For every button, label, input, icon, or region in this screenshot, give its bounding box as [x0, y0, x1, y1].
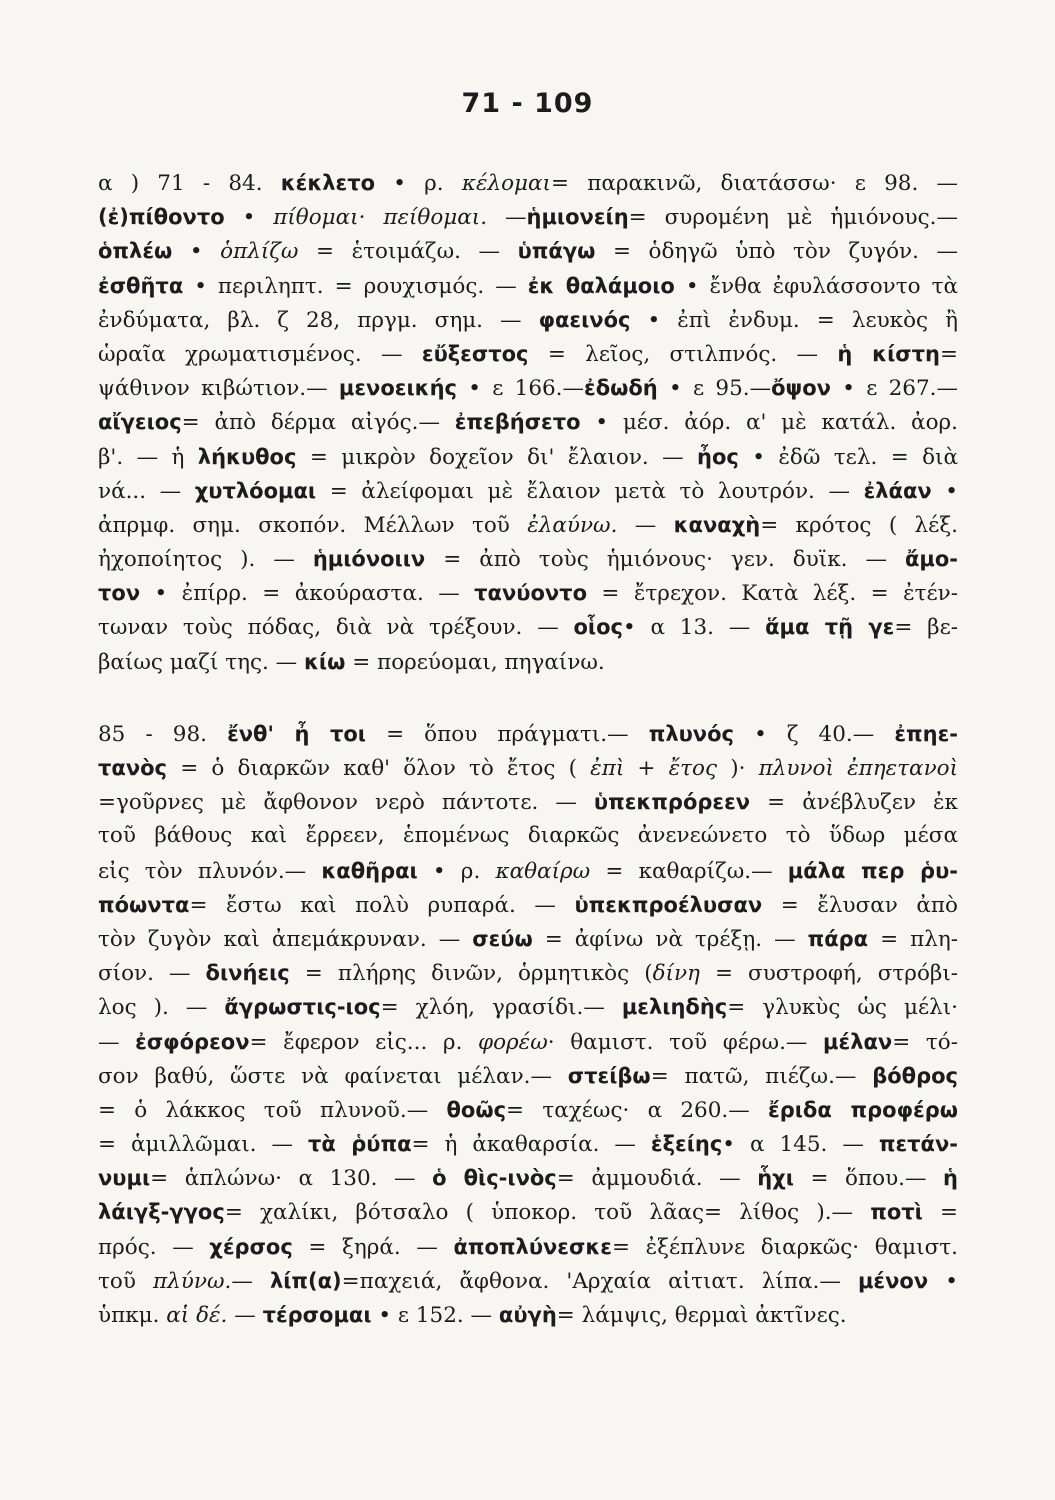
- gloss-text: =γοῦρνες μὲ ἄφθονον νερὸ πάντοτε. —: [98, 790, 594, 816]
- text-line: [98, 576, 958, 610]
- gloss-text: α ) 71 - 84.: [98, 171, 281, 196]
- gloss-text: —: [231, 1268, 270, 1294]
- gloss-text: • ἐπίρρ. = ἀκούραστα. —: [140, 581, 475, 607]
- gloss-text: = ἀλείφομαι μὲ ἔλαιον μετὰ τὸ λουτρόν. —: [316, 478, 864, 504]
- gloss-text: τοῦ: [98, 1268, 154, 1294]
- gloss-text: • ρ.: [417, 858, 496, 884]
- gloss-text: = καθαρίζω.—: [590, 858, 788, 884]
- gloss-text: νά... —: [98, 478, 195, 504]
- gloss-text: ἠχοποίητος ). —: [98, 547, 313, 573]
- commentary-section: [98, 717, 958, 1332]
- headword: τανὸς: [98, 756, 168, 780]
- text-line: [98, 440, 958, 474]
- headword: ὑπεκπροέλυσαν: [574, 892, 763, 917]
- headword: ἄγρωστις-ιος: [224, 995, 381, 1020]
- headword: στείβω: [567, 1063, 651, 1088]
- headword: ἔριδα προφέρω: [768, 1097, 959, 1122]
- headword: ἔνθ' ἦ τοι: [227, 721, 366, 746]
- text-line: [98, 751, 958, 785]
- gloss-text: = ἁπλώνω· α 130. —: [150, 1166, 433, 1192]
- headword: ἐλάαν: [863, 478, 932, 503]
- gloss-text: • ε 152. —: [371, 1303, 499, 1328]
- gloss-text: ὡραῖα χρωματισμένος. —: [98, 341, 422, 367]
- gloss-text: = ἐξέπλυνε διαρκῶς· θαμιστ.: [611, 1234, 958, 1260]
- gloss-text: =: [922, 1200, 958, 1226]
- headword: ἐπεβήσετο: [454, 410, 581, 435]
- gloss-text: = ὅπου.—: [793, 1166, 944, 1192]
- text-line: [98, 854, 958, 888]
- text-line: [98, 474, 958, 508]
- gloss-text: = ἑτοιμάζω. —: [298, 239, 518, 265]
- gloss-text: = συστροφή, στρόβι-: [699, 961, 959, 987]
- gloss-text: • ζ 40.—: [733, 721, 895, 747]
- headword: ἐσθῆτα: [98, 273, 184, 298]
- commentary-body: [98, 166, 958, 1370]
- text-line: [98, 337, 958, 371]
- gloss-text: = ὁ λάκκος τοῦ πλυνοῦ.—: [98, 1097, 447, 1123]
- gloss-text: •: [928, 1268, 958, 1294]
- gloss-text: εἰς τὸν πλυνόν.—: [98, 858, 322, 884]
- headword: ἐσφόρεον: [135, 1029, 250, 1054]
- headword: πάρα: [807, 926, 869, 951]
- italic-text: πλύνω.: [153, 1268, 232, 1294]
- text-line: [98, 785, 958, 819]
- headword: ὑπεκπρόρεεν: [593, 790, 751, 815]
- page-header: 71 - 109: [461, 88, 594, 119]
- gloss-text: = βε-: [894, 615, 958, 641]
- gloss-text: )·: [717, 756, 759, 781]
- gloss-text: = πλήρης δινῶν, ὁρμητικὸς (: [289, 961, 653, 987]
- gloss-text: τὸν ζυγὸν καὶ ἀπεμάκρυναν. —: [98, 926, 473, 952]
- gloss-text: = ξηρά. —: [292, 1234, 454, 1260]
- gloss-text: τωναν τοὺς πόδας, διὰ νὰ τρέξουν. —: [98, 615, 574, 641]
- gloss-text: = λεῖος, στιλπνός. —: [528, 341, 838, 367]
- gloss-text: =παχειά, ἄφθονα. 'Αρχαία αἰτιατ. λίπα.—: [341, 1268, 858, 1294]
- gloss-text: = λάμψις, θερμαὶ ἀκτῖνες.: [556, 1303, 847, 1328]
- gloss-text: —: [227, 1303, 263, 1328]
- gloss-text: = ἔλυσαν ἀπὸ: [762, 892, 958, 918]
- headword: ἡμιονείη: [526, 205, 629, 230]
- text-line: [98, 922, 958, 956]
- gloss-text: = ἀπὸ τοὺς ἡμιόνους· γεν. δυϊκ. —: [425, 547, 905, 573]
- headword: ἡμιόνοιιν: [312, 547, 426, 572]
- headword: τον: [98, 581, 141, 606]
- headword: ἧχι: [757, 1166, 794, 1191]
- gloss-text: σίον. —: [98, 961, 206, 987]
- gloss-text: —: [617, 512, 674, 538]
- headword: αἴγειος: [98, 410, 182, 435]
- headword: κίω: [304, 649, 346, 674]
- commentary-section: [98, 166, 958, 679]
- text-line: [98, 200, 958, 234]
- gloss-text: = χλόη, γρασίδι.—: [380, 995, 622, 1021]
- headword: δινήεις: [205, 961, 290, 986]
- headword: νυμι: [98, 1166, 151, 1191]
- text-line: [98, 542, 958, 576]
- headword: ἐδωδή: [584, 376, 658, 401]
- headword: χέρσος: [209, 1234, 293, 1259]
- headword: ἅμα τῇ γε: [765, 615, 895, 640]
- gloss-text: = παρακινῶ, διατάσσω· ε 98. —: [550, 171, 958, 196]
- gloss-text: = ἀφίνω νὰ τρέξῃ. —: [532, 926, 808, 952]
- headword: καναχὴ: [673, 512, 761, 537]
- text-line: [98, 1195, 958, 1229]
- gloss-text: • ἐπὶ ἐνδυμ. = λευκὸς ἢ: [630, 307, 958, 333]
- italic-text: ὁπλίζω: [220, 239, 299, 265]
- headword: λίπ(α): [269, 1268, 342, 1293]
- text-line: [98, 166, 958, 200]
- headword: σεύω: [472, 926, 533, 951]
- gloss-text: = ὁδηγῶ ὑπὸ τὸν ζυγόν. —: [595, 239, 958, 265]
- gloss-text: = κρότος ( λέξ.: [760, 512, 958, 538]
- gloss-text: = μικρὸν δοχεῖον δι' ἔλαιον. —: [296, 444, 698, 470]
- text-line: [98, 610, 958, 644]
- italic-text: καθαίρω: [495, 858, 591, 884]
- gloss-text: • ἔνθα ἐφυλάσσοντο τὰ: [674, 273, 958, 299]
- headword: ἑξείης: [650, 1132, 723, 1157]
- headword: κέκλετο: [280, 171, 376, 195]
- text-line: [98, 303, 958, 337]
- text-line: [98, 269, 958, 303]
- headword: ὁ θὶς-ινὸς: [432, 1166, 557, 1191]
- headword: πετάν-: [878, 1132, 958, 1157]
- headword: πλυνός: [648, 721, 734, 746]
- headword: ἀποπλύνεσκε: [453, 1234, 612, 1259]
- headword: ὑπάγω: [517, 239, 596, 264]
- gloss-text: •: [224, 205, 274, 231]
- headword: μένον: [857, 1268, 929, 1293]
- gloss-text: • ἐδῶ τελ. = διὰ: [738, 444, 959, 470]
- gloss-text: = πορεύομαι, πηγαίνω.: [345, 649, 605, 675]
- headword: μέλαν: [823, 1029, 893, 1054]
- headword: μελιηδὴς: [621, 995, 728, 1020]
- headword: λάιγξ-γγος: [98, 1200, 225, 1225]
- text-line: [98, 1264, 958, 1298]
- headword: καθῆραι: [321, 858, 418, 883]
- gloss-text: • περιληπτ. = ρουχισμός. —: [183, 273, 528, 299]
- gloss-text: = χαλίκι, βότσαλο ( ὑποκορ. τοῦ λᾶας= λίθος ).—: [224, 1200, 871, 1226]
- headword: ὄψον: [771, 376, 831, 401]
- headword: οἷος: [573, 615, 623, 640]
- gloss-text: σον βαθύ, ὥστε νὰ φαίνεται μέλαν.—: [98, 1063, 568, 1089]
- gloss-text: =: [939, 341, 958, 367]
- gloss-text: • ε 95.—: [657, 376, 772, 402]
- gloss-text: = ὅπου πράγματι.—: [366, 721, 649, 747]
- headword: μάλα περ ῥυ-: [787, 858, 958, 883]
- text-line: [98, 956, 958, 990]
- text-line: [98, 1161, 958, 1195]
- gloss-text: = πλη-: [868, 926, 958, 952]
- italic-text: αἱ δέ.: [166, 1303, 228, 1328]
- italic-text: δίνη: [652, 961, 700, 987]
- text-line: [98, 717, 958, 751]
- headword: τὰ ῥύπα: [307, 1132, 412, 1157]
- headword: ἡ κίστη: [837, 341, 940, 366]
- text-line: [98, 645, 958, 679]
- text-line: [98, 819, 958, 853]
- gloss-text: • α 13. —: [623, 615, 766, 641]
- gloss-text: 85 - 98.: [98, 721, 228, 747]
- headword: ποτὶ: [870, 1200, 923, 1225]
- gloss-text: · θαμιστ. τοῦ φέρω.—: [547, 1029, 824, 1055]
- gloss-text: ψάθινον κιβώτιον.—: [98, 376, 339, 402]
- gloss-text: = τό-: [892, 1029, 958, 1055]
- gloss-text: = ταχέως· α 260.—: [506, 1097, 769, 1123]
- italic-text: φορέω: [478, 1029, 548, 1055]
- gloss-text: β'. — ἡ: [98, 444, 198, 470]
- gloss-text: ἀπρμφ. σημ. σκοπόν. Μέλλων τοῦ: [98, 512, 528, 538]
- gloss-text: = ἔστω καὶ πολὺ ρυπαρά. —: [189, 892, 575, 918]
- gloss-text: = ἀμμουδιά. —: [556, 1166, 758, 1192]
- italic-text: ἐλαύνω.: [527, 512, 618, 538]
- headword: βόθρος: [872, 1063, 958, 1088]
- gloss-text: = ἔτρεχον. Κατὰ λέξ. = ἐτέν-: [587, 581, 958, 607]
- headword: φαεινός: [538, 307, 631, 332]
- gloss-text: • α 145. —: [722, 1132, 879, 1158]
- gloss-text: πρός. —: [98, 1234, 210, 1260]
- gloss-text: = πατῶ, πιέζω.—: [650, 1063, 873, 1089]
- headword: τέρσομαι: [262, 1303, 372, 1327]
- text-line: [98, 888, 958, 922]
- text-line: [98, 1093, 958, 1127]
- gloss-text: = ἁμιλλῶμαι. —: [98, 1132, 308, 1158]
- gloss-text: • μέσ. ἀόρ. α' μὲ κατάλ. ἀορ.: [580, 410, 958, 436]
- gloss-text: λος ). —: [98, 995, 225, 1021]
- gloss-text: ὑπκμ.: [98, 1303, 167, 1328]
- headword: αὐγὴ: [498, 1303, 557, 1327]
- headword: ἦος: [697, 444, 739, 469]
- headword: ἐκ θαλάμοιο: [527, 273, 675, 298]
- gloss-text: • ε 166.—: [456, 376, 585, 402]
- italic-text: ἐπὶ + ἔτος: [590, 756, 718, 781]
- headword: μενοεικής: [338, 376, 457, 401]
- headword: θοῶς: [446, 1097, 507, 1122]
- gloss-text: = ὁ διαρκῶν καθ' ὅλον τὸ ἔτος (: [167, 756, 591, 781]
- text-line: [98, 1230, 958, 1264]
- headword: λήκυθος: [197, 444, 297, 469]
- headword: ἄμο-: [904, 547, 959, 572]
- gloss-text: = γλυκὺς ὡς μέλι·: [727, 995, 958, 1021]
- gloss-text: = ἀνέβλυζεν ἐκ: [750, 790, 958, 816]
- text-line: [98, 1127, 958, 1161]
- gloss-text: = ἀπὸ δέρμα αἰγός.—: [181, 410, 455, 436]
- gloss-text: —: [487, 205, 527, 231]
- gloss-text: τοῦ βάθους καὶ ἔρρεεν, ἑπομένως διαρκῶς ἀνενεώνετο τὸ ὕδωρ μέσα: [98, 823, 958, 849]
- headword: πόωντα: [98, 892, 190, 917]
- headword: (ἐ)πίθοντο: [98, 205, 225, 230]
- italic-text: πλυνοὶ ἐπηετανοὶ: [758, 756, 959, 781]
- gloss-text: —: [98, 1029, 136, 1055]
- gloss-text: • ε 267.—: [830, 376, 958, 402]
- headword: χυτλόομαι: [194, 478, 317, 503]
- gloss-text: ἐνδύματα, βλ. ζ 28, πργμ. σημ. —: [98, 307, 539, 333]
- gloss-text: •: [172, 239, 221, 265]
- gloss-text: • ρ.: [375, 171, 462, 196]
- text-line: [98, 405, 958, 439]
- italic-text: πίθομαι· πείθομαι.: [273, 205, 488, 231]
- headword: ἡ: [943, 1166, 958, 1191]
- gloss-text: = ἡ ἀκαθαρσία. —: [411, 1132, 651, 1158]
- text-line: [98, 1059, 958, 1093]
- gloss-text: = συρομένη μὲ ἡμιόνους.—: [628, 205, 959, 231]
- headword: τανύοντο: [474, 581, 588, 606]
- gloss-text: •: [931, 478, 958, 504]
- headword: εὔξεστος: [421, 341, 529, 366]
- headword: ἐπηε-: [894, 721, 958, 746]
- text-line: [98, 990, 958, 1024]
- gloss-text: βαίως μαζί της. —: [98, 649, 305, 675]
- gloss-text: = ἔφερον εἰς... ρ.: [249, 1029, 479, 1055]
- headword: ὁπλέω: [98, 239, 173, 264]
- text-line: [98, 508, 958, 542]
- text-line: [98, 1298, 958, 1332]
- text-line: [98, 1025, 958, 1059]
- text-line: [98, 234, 958, 268]
- italic-text: κέλομαι: [461, 171, 551, 196]
- text-line: [98, 371, 958, 405]
